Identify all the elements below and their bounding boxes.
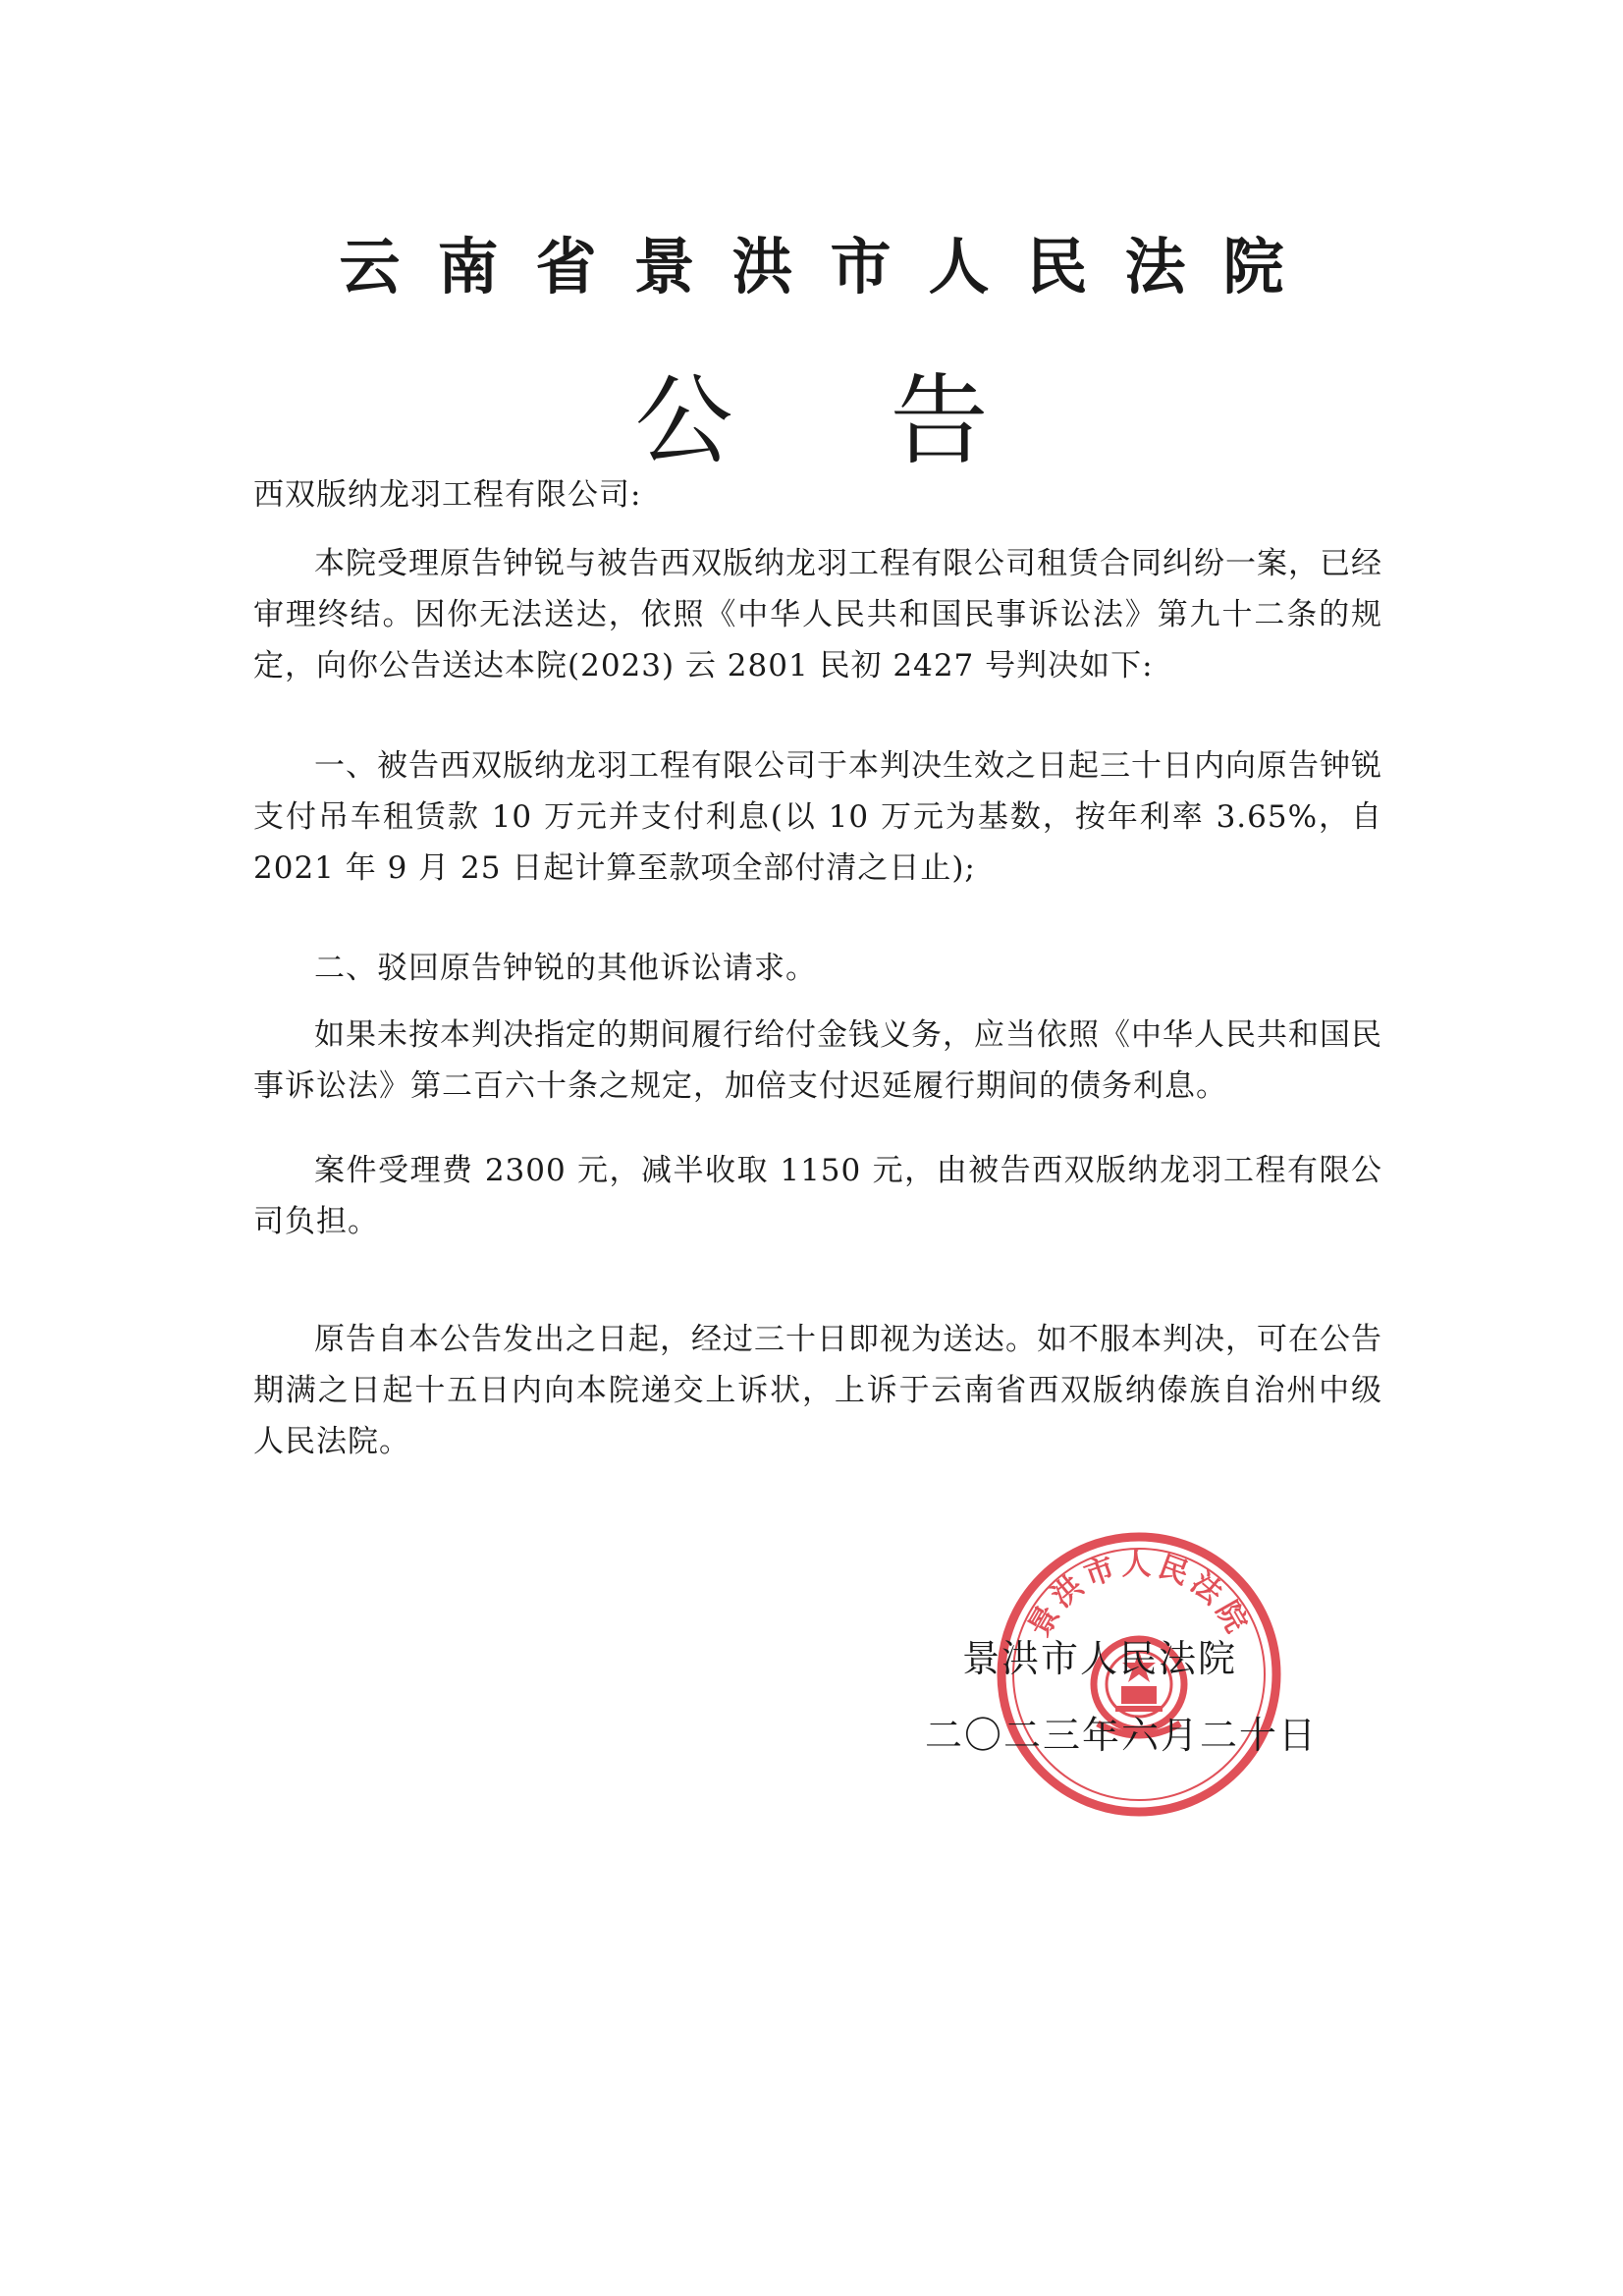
svg-text:景洪市人民法院: 景洪市人民法院 (1022, 1548, 1256, 1643)
document-type-title: 公告 (634, 363, 1146, 478)
signature-court: 景洪市人民法院 (962, 1637, 1238, 1680)
paragraph-ruling-1: 一、被告西双版纳龙羽工程有限公司于本判决生效之日起三十日内向原告钟锐支付吊车租赁款 10 万元并支付利息(以 10 万元为基数，按年利率 3.65%，自 2021 年 9 月 25 日起计算至款项全部付清之日止); (253, 748, 1382, 886)
paragraph-case-summary: 本院受理原告钟锐与被告西双版纳龙羽工程有限公司租赁合同纠纷一案，已经审理终结。因你无法送达，依照《中华人民共和国民事诉讼法》第九十二条的规定，向你公告送达本院(2023) 云 2801 民初 2427 号判决如下: (253, 546, 1382, 683)
court-name: 云南省景洪市人民法院 (339, 231, 1322, 302)
paragraph-service-appeal: 原告自本公告发出之日起，经过三十日即视为送达。如不服本判决，可在公告期满之日起十五日内向本院递交上诉状，上诉于云南省西双版纳傣族自治州中级人民法院。 (253, 1322, 1382, 1459)
paragraph-late-interest: 如果未按本判决指定的期间履行给付金钱义务，应当依照《中华人民共和国民事诉讼法》第二百六十条之规定，加倍支付迟延履行期间的债务利息。 (253, 1017, 1382, 1104)
paragraph-court-fee: 案件受理费 2300 元，减半收取 1150 元，由被告西双版纳龙羽工程有限公司负担。 (253, 1153, 1382, 1239)
signature-date: 二〇二三年六月二十日 (925, 1714, 1319, 1757)
paragraph-ruling-2: 二、驳回原告钟锐的其他诉讼请求。 (314, 951, 817, 986)
addressee: 西双版纳龙羽工程有限公司: (253, 477, 642, 513)
